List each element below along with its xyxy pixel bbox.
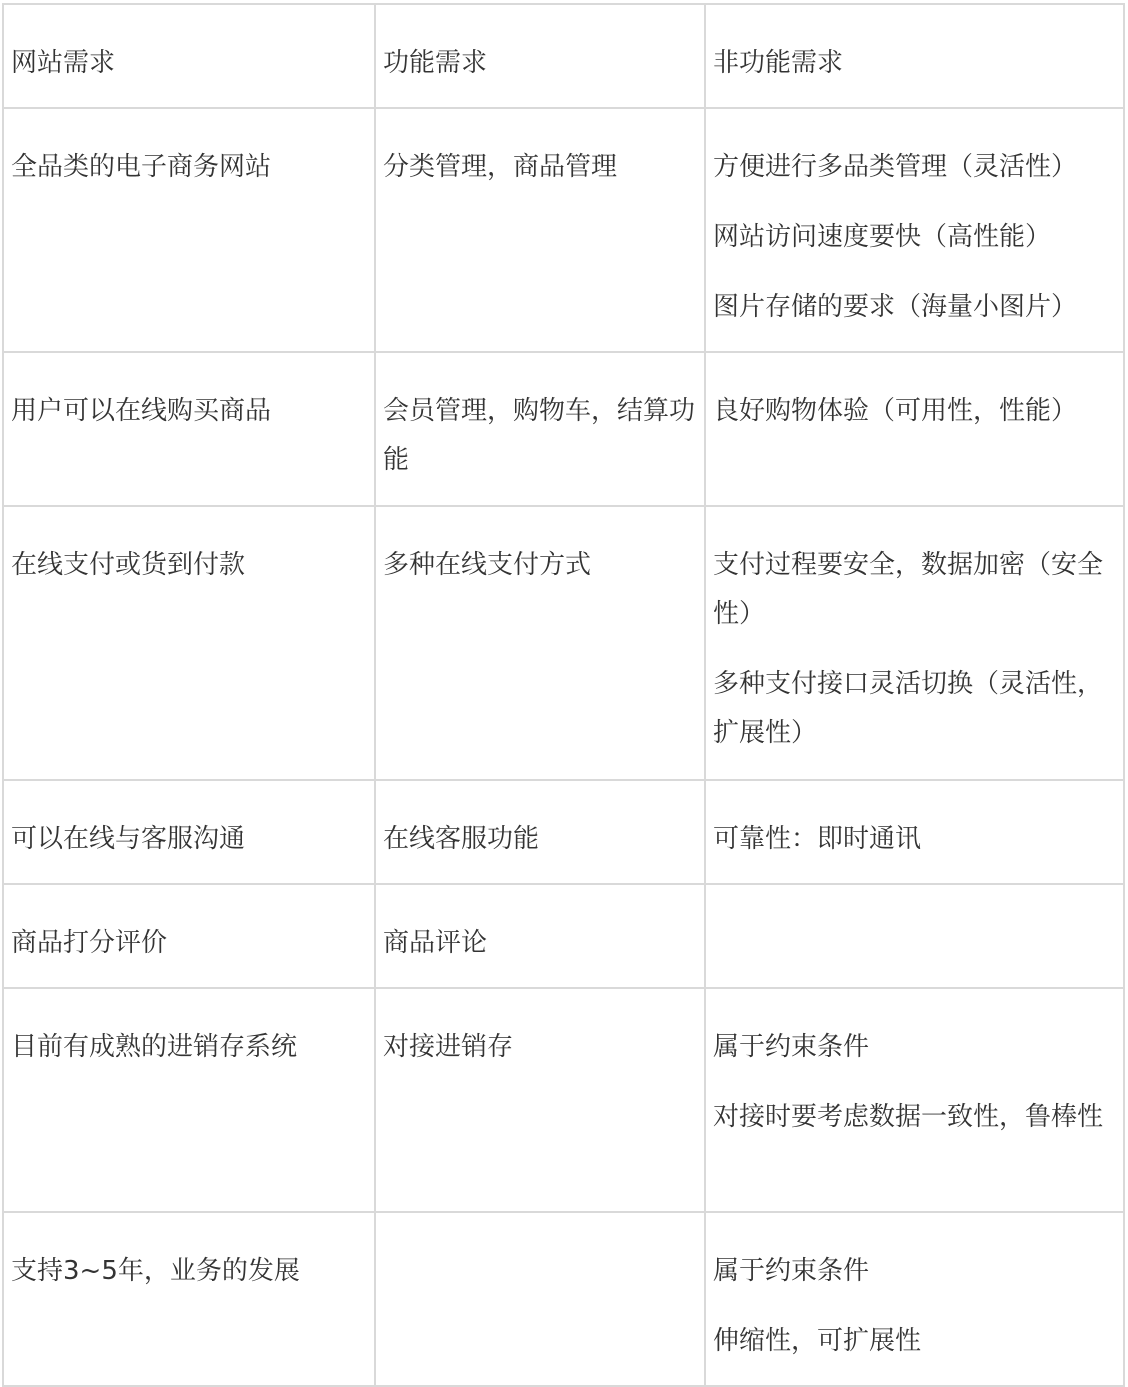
cell-text: 伸缩性，可扩展性 <box>713 1326 922 1356</box>
functional-requirement-cell <box>375 352 705 506</box>
site-requirement-cell <box>3 780 375 884</box>
table-row <box>3 988 1124 1212</box>
table-header-row <box>3 4 1124 108</box>
cell-text: 在线支付或货到付款 <box>11 550 246 580</box>
functional-requirement-cell <box>375 506 705 780</box>
cell-text: 对接进销存 <box>383 1032 514 1062</box>
cell-text: 会员管理，购物车，结算功能 <box>383 396 696 475</box>
site-requirement-cell <box>3 108 375 352</box>
site-requirement-cell <box>3 988 375 1212</box>
cell-text: 可以在线与客服沟通 <box>11 824 246 854</box>
cell-text: 分类管理，商品管理 <box>383 152 618 182</box>
requirements-table <box>2 3 1125 1387</box>
functional-requirement-cell <box>375 108 705 352</box>
cell-text: 方便进行多品类管理（灵活性） <box>713 152 1078 182</box>
cell-text: 图片存储的要求（海量小图片） <box>713 292 1078 322</box>
cell-text: 多种支付接口灵活切换（灵活性，扩展性） <box>713 669 1104 748</box>
site-requirement-cell <box>3 884 375 988</box>
cell-text: 多种在线支付方式 <box>383 550 592 580</box>
cell-text: 支持3~5年，业务的发展 <box>11 1256 300 1286</box>
nonfunctional-requirement-cell <box>705 108 1124 352</box>
nonfunctional-requirement-cell <box>705 884 1124 988</box>
table-row <box>3 780 1124 884</box>
cell-text: 全品类的电子商务网站 <box>11 152 272 182</box>
nonfunctional-requirement-cell <box>705 1212 1124 1386</box>
nonfunctional-requirement-cell <box>705 988 1124 1212</box>
functional-requirement-cell <box>375 884 705 988</box>
header-label: 功能需求 <box>383 48 488 78</box>
table-row <box>3 884 1124 988</box>
cell-text: 用户可以在线购买商品 <box>11 396 272 426</box>
cell-text: 支付过程要安全，数据加密（安全性） <box>713 550 1104 629</box>
cell-text: 属于约束条件 <box>713 1032 870 1062</box>
table-row <box>3 108 1124 352</box>
table-row <box>3 352 1124 506</box>
site-requirement-cell <box>3 506 375 780</box>
cell-text: 商品打分评价 <box>11 928 168 958</box>
header-label: 网站需求 <box>11 48 116 78</box>
cell-text: 网站访问速度要快（高性能） <box>713 222 1052 252</box>
nonfunctional-requirement-cell <box>705 352 1124 506</box>
cell-text: 可靠性：即时通讯 <box>713 824 922 854</box>
functional-requirement-cell <box>375 988 705 1212</box>
header-nonfunctional-requirements <box>705 4 1124 108</box>
cell-text: 属于约束条件 <box>713 1256 870 1286</box>
cell-text: 对接时要考虑数据一致性，鲁棒性 <box>713 1102 1104 1132</box>
functional-requirement-cell <box>375 780 705 884</box>
cell-text: 良好购物体验（可用性，性能） <box>713 396 1078 426</box>
site-requirement-cell <box>3 1212 375 1386</box>
functional-requirement-cell <box>375 1212 705 1386</box>
table-row <box>3 506 1124 780</box>
cell-text: 在线客服功能 <box>383 824 540 854</box>
header-site-requirements <box>3 4 375 108</box>
cell-text: 商品评论 <box>383 928 488 958</box>
cell-text: 目前有成熟的进销存系统 <box>11 1032 298 1062</box>
table-row <box>3 1212 1124 1386</box>
header-functional-requirements <box>375 4 705 108</box>
header-label: 非功能需求 <box>713 48 844 78</box>
site-requirement-cell <box>3 352 375 506</box>
nonfunctional-requirement-cell <box>705 780 1124 884</box>
nonfunctional-requirement-cell <box>705 506 1124 780</box>
